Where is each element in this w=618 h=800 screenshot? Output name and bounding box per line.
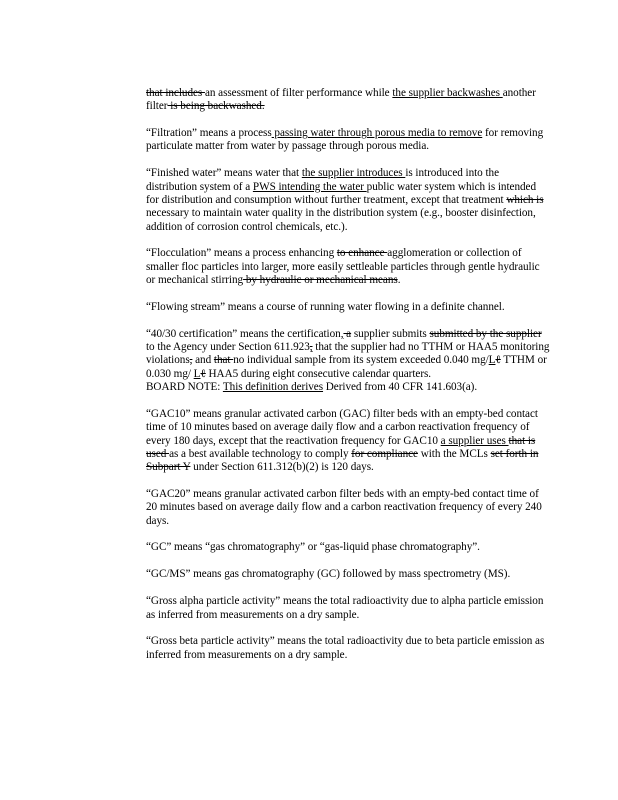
deleted-text: to enhance (336, 247, 388, 260)
text-segment: . (397, 274, 401, 287)
paragraph-gc-ms (146, 568, 551, 581)
text-segment: supplier submits (351, 327, 430, 340)
deleted-text: that is used (146, 434, 536, 460)
inserted-text: passing water through porous media to remove (271, 127, 483, 140)
deleted-text: for compliance (351, 447, 418, 460)
deleted-text: a (343, 327, 352, 340)
text-segment: “GC/MS” means gas chromatography (GC) followed by mass spectrometry (MS). (146, 568, 511, 581)
text-segment: with the MCLs (417, 447, 491, 460)
text-segment: agglomeration or collection of smaller floc particles into larger, more easily settleable particles through gentle hydraulic or mechanical stirring (146, 247, 540, 287)
paragraph-gross-alpha (146, 595, 551, 622)
text-segment: to the Agency under Section 611.923 (146, 341, 310, 354)
paragraph-gc (146, 541, 551, 554)
text-segment: “Filtration” means a process (146, 127, 272, 140)
deleted-text: ℓ (200, 367, 206, 380)
deleted-text: by hydraulic or mechanical means (243, 274, 398, 287)
inserted-text: PWS intending the water (252, 180, 367, 193)
text-segment: as a best available technology to comply (169, 447, 352, 460)
text-segment: “GAC20” means granular activated carbon filter beds with an empty-bed contact time of 20 minutes based on average daily flow and a carbon reactivation frequency of every 240 days. (146, 487, 542, 527)
document-page (146, 87, 551, 676)
inserted-text: L (193, 367, 201, 380)
deleted-text: ℓ (495, 354, 501, 367)
text-segment: “Gross alpha particle activity” means the total radioactivity due to alpha particle emission as inferred from measurements on a dry sample. (146, 595, 544, 621)
deleted-text: , (189, 354, 193, 367)
deleted-text: which is (506, 193, 544, 206)
deleted-text: is being backwashed. (167, 100, 265, 113)
text-segment: another filter (146, 87, 536, 113)
inserted-text: a supplier uses (440, 434, 509, 447)
paragraph-flowing-stream (146, 301, 551, 314)
text-segment: “Flowing stream” means a course of running water flowing in a definite channel. (146, 300, 505, 313)
text-segment: “40/30 certification” means the certification (146, 327, 341, 340)
text-segment: HAA5 during eight consecutive calendar quarters. (205, 367, 432, 380)
inserted-text: L (488, 354, 496, 367)
inserted-text: the supplier introduces (301, 167, 406, 180)
paragraph-gross-beta (146, 635, 551, 662)
paragraph-finished-water (146, 167, 551, 233)
paragraph-board-note (146, 381, 551, 394)
revised-text: , (309, 341, 313, 354)
text-segment: no individual sample from its system exceeded 0.040 mg/ (233, 354, 489, 367)
text-segment: Derived from 40 CFR 141.603(a). (323, 381, 478, 394)
deleted-text: set forth in Subpart Y (146, 447, 539, 474)
text-segment: an assessment of filter performance while (204, 87, 393, 99)
deleted-text: submitted by the supplier (429, 327, 542, 340)
text-segment: BOARD NOTE: (146, 381, 223, 394)
inserted-text: This definition derives (222, 381, 324, 394)
paragraph-filtration (146, 127, 551, 154)
text-segment: “Gross beta particle activity” means the total radioactivity due to beta particle emission as inferred from measurements on a dry sample. (146, 635, 545, 661)
text-segment: necessary to maintain water quality in the distribution system (e.g., booster disinfection, addition of corrosion control chemicals, etc.). (146, 207, 536, 233)
paragraph-40-30-certification (146, 328, 551, 381)
text-segment: is introduced into the distribution system of a (146, 167, 499, 193)
paragraph-flocculation (146, 247, 551, 287)
text-segment: that the supplier had no TTHM or HAA5 monitoring violations (146, 341, 550, 367)
text-segment: public water system which is intended for distribution and consumption without further treatment, except that treatment (146, 180, 537, 206)
text-segment: and (192, 354, 214, 367)
inserted-text: , (340, 327, 344, 340)
text-segment: under Section 611.312(b)(2) is 120 days. (190, 461, 374, 474)
text-segment: “Finished water” means water that (146, 167, 302, 180)
paragraph-filter-assessment (146, 87, 551, 114)
text-segment: for removing particulate matter from water by passage through porous media. (146, 127, 544, 153)
deleted-text: that includes (146, 87, 205, 99)
text-segment: “GC” means “gas chromatography” or “gas-liquid phase chromatography”. (146, 541, 480, 554)
text-segment: TTHM or 0.030 mg/ (146, 354, 547, 380)
paragraph-gac10 (146, 408, 551, 474)
deleted-text: that (213, 354, 234, 367)
inserted-text: the supplier backwashes (392, 87, 503, 99)
text-segment: “GAC10” means granular activated carbon (GAC) filter beds with an empty-bed contact time of 10 minutes based on average daily flow and a carbon reactivation frequency of every 180 days, except that the reactivation frequency for GAC10 (146, 407, 538, 447)
text-segment: “Flocculation” means a process enhancing (146, 247, 337, 260)
paragraph-gac20 (146, 488, 551, 528)
